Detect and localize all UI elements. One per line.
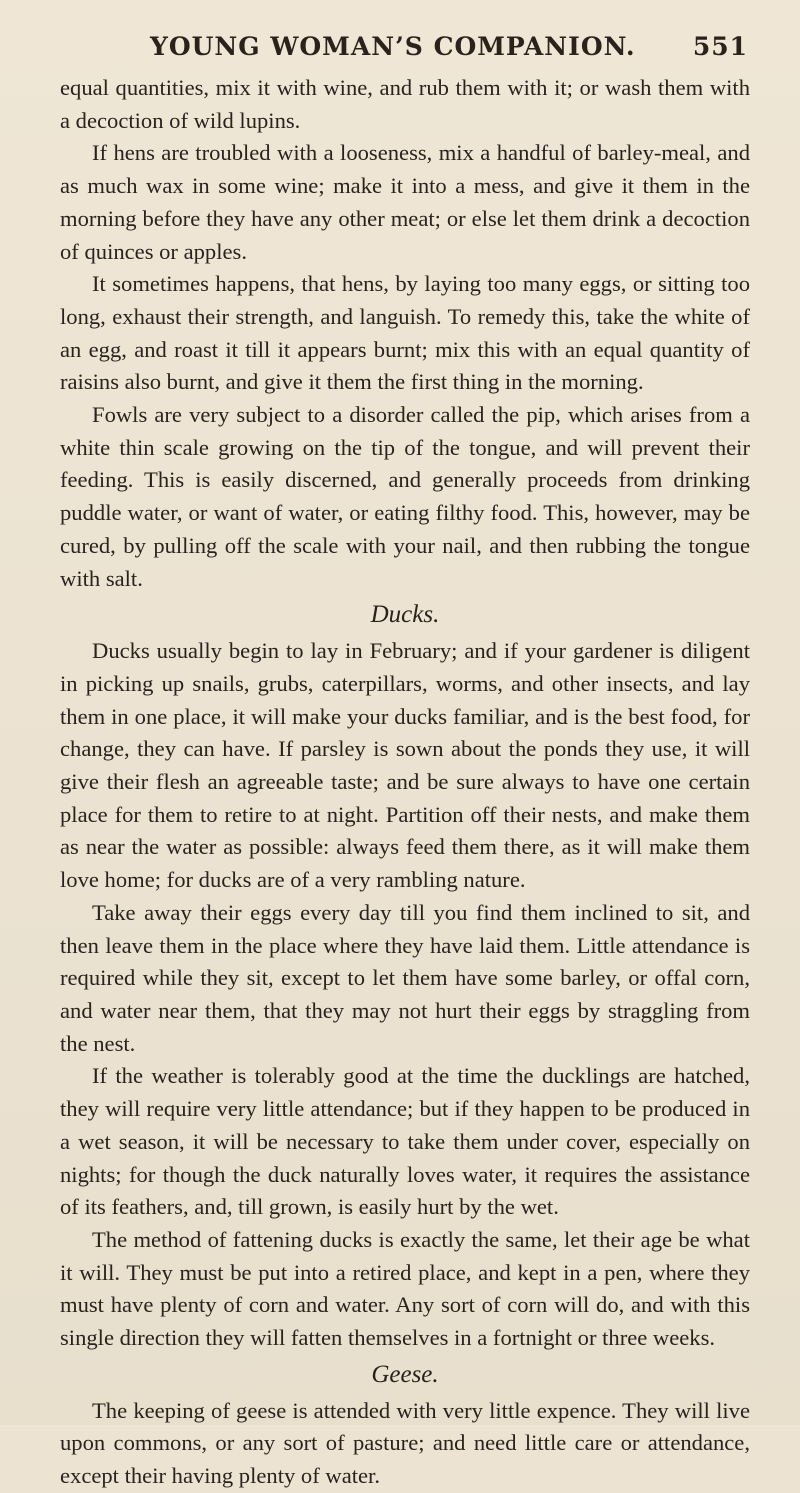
- body-text: [60, 72, 750, 1493]
- running-head: [60, 32, 750, 72]
- paragraph-ducks-fattening: The method of fattening ducks is exactly the same, let their age be what it will. They must be put into a retired place, and kept in a pen, where they must have plenty of corn and water. Any sort of corn will do, and with this single direction they will fatten themselves in a fortnight or three weeks.: [60, 1226, 750, 1351]
- paragraph-geese-keeping: The keeping of geese is attended with very little expence. They will live upon commons, or any sort of pasture; and need little care or attendance, except their having plenty of water.: [60, 1397, 750, 1489]
- section-heading-geese: Geese.: [371, 1360, 439, 1388]
- paragraph-hens-looseness: If hens are troubled with a looseness, mix a handful of barley-meal, and as much wax in some wine; make it into a mess, and give it them in the morning before they have any other meat; or else let them drink a decoction of quinces or apples.: [60, 140, 750, 264]
- paragraph-fowls-pip: Fowls are very subject to a disorder called the pip, which arises from a white thin scale growing on the tip of the tongue, and will prevent their feeding. This is easily discerned, and generally proceeds from drinking puddle water, or want of water, or eating filthy food. This, however, may be cured, by pulling off the scale with your nail, and then rubbing the tongue with salt.: [60, 402, 750, 591]
- paragraph-hens-languish: It sometimes happens, that hens, by laying too many eggs, or sitting too long, exhaust their strength, and languish. To remedy this, take the white of an egg, and roast it till it appears burnt; mix this with an equal quantity of raisins also burnt, and give it them the first thing in the morning.: [60, 271, 750, 395]
- paragraph-continued: equal quantities, mix it with wine, and rub them with it; or wash them with a decoction of wild lupins.: [60, 75, 750, 133]
- paragraph-ducklings: If the weather is tolerably good at the time the ducklings are hatched, they will require very little attendance; but if they happen to be produced in a wet season, it will be necessary to take them under cover, especially on nights; for though the duck naturally loves water, it requires the assistance of its feathers, and, till grown, is easily hurt by the wet.: [60, 1063, 750, 1220]
- page-number: 551: [692, 32, 748, 61]
- paragraph-ducks-laying: Ducks usually begin to lay in February; and if your gardener is diligent in picking up snails, grubs, caterpillars, worms, and other insects, and lay them in one place, it will make your ducks familiar, and is the best food, for change, they can have. If parsley is sown about the ponds they use, it will give their flesh an agreeable taste; and be sure always to have one certain place for them to retire to at night. Partition off their nests, and make them as near the water as possible: always feed them there, as it will make them love home; for ducks are of a very rambling nature.: [60, 638, 750, 893]
- paragraph-ducks-eggs: Take away their eggs every day till you find them inclined to sit, and then leave them in the place where they have laid them. Little attendance is required while they sit, except to let them have some barley, or offal corn, and water near them, that they may not hurt their eggs by straggling from the nest.: [60, 899, 750, 1056]
- section-heading-ducks: Ducks.: [370, 601, 440, 629]
- running-title: YOUNG WOMAN’S COMPANION.: [150, 32, 636, 61]
